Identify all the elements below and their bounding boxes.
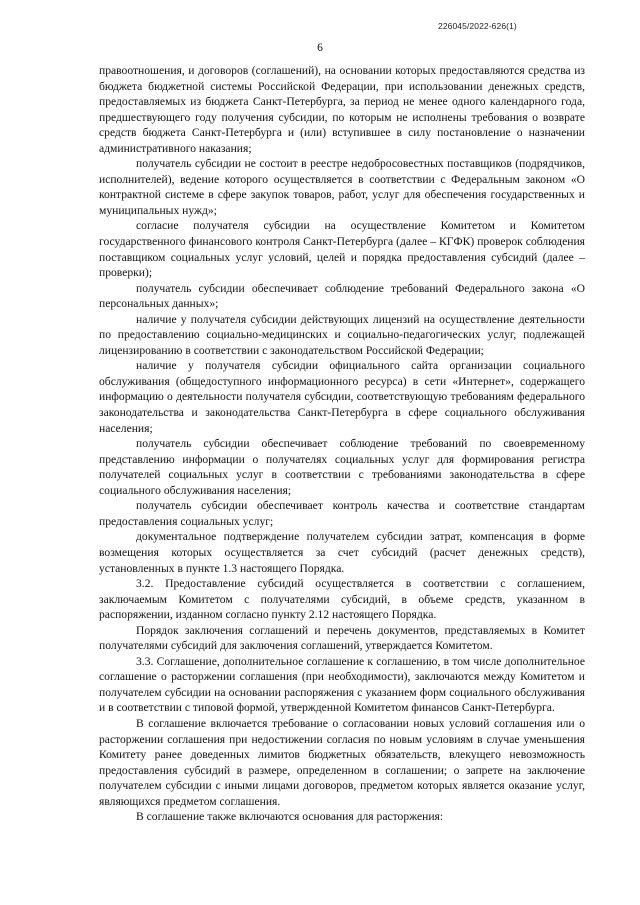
- paragraph: правоотношения, и договоров (соглашений), на основании которых предоставляются средства из бюджета бюджетной системы Российской Федерации, при использовании денежных средств, предоставляемых из бюджета Санкт-Петербурга, за период не менее одного календарного года, предшествующего году получения субсидии, по которым не исполнены требования о возврате средств бюджета Санкт-Петербурга и (или) вступившее в силу постановление о назначении административного наказания;: [99, 64, 585, 155]
- paragraph: 3.3. Соглашение, дополнительное соглашение к соглашению, в том числе дополнительное соглашение о расторжении соглашения (при необходимости), заключаются между Комитетом и получателем субсидии на основании распоряжения с указанием форм социального обслуживания и в соответствии с типовой формой, утвержденной Комитетом финансов Санкт-Петербурга.: [99, 654, 585, 715]
- document-body: [99, 63, 585, 825]
- paragraph: получатель субсидии не состоит в реестре недобросовестных поставщиков (подрядчиков, исполнителей), ведение которого осуществляется в соответствии с Федеральным законом «О контрактной системе в сфере закупок товаров, работ, услуг для обеспечения государственных и муниципальных нужд»;: [99, 157, 585, 217]
- paragraph: В соглашение включается требование о согласовании новых условий соглашения или о расторжении соглашения при недостижении согласия по новым условиям в случае уменьшения Комитету ранее доведенных лимитов бюджетных обязательств, влекущего невозможность предоставления субсидий в размере, определенном в соглашении; о запрете на заключение получателем субсидии с иными лицами договоров, предметом которых является оказание услуг, являющихся предметом соглашения.: [99, 716, 585, 808]
- page-number: 6: [317, 42, 323, 54]
- paragraph: документальное подтверждение получателем субсидии затрат, компенсация в форме возмещения которых осуществляется за счет субсидий (расчет денежных средств), установленных в пункте 1.3 настоящего Порядка.: [99, 530, 585, 575]
- paragraph: Порядок заключения соглашений и перечень документов, представляемых в Комитет получателями субсидий для заключения соглашений, утверждается Комитетом.: [99, 623, 585, 653]
- paragraph: наличие у получателя субсидии действующих лицензий на осуществление деятельности по предоставлению социально-медицинских и социально-педагогических услуг, подлежащей лицензированию в соответствии с законодательством Российской Федерации;: [99, 312, 585, 357]
- paragraph: наличие у получателя субсидии официального сайта организации социального обслуживания (общедоступного информационного ресурса) в сети «Интернет», содержащего информацию о деятельности получателя субсидии, соответствующую требованиям федерального законодательства и законодательства Санкт-Петербурга в сфере социального обслуживания населения;: [99, 359, 585, 435]
- paragraph: получатель субсидии обеспечивает контроль качества и соответствие стандартам предоставления социальных услуг;: [99, 499, 585, 528]
- paragraph: В соглашение также включаются основания для расторжения:: [136, 810, 444, 824]
- document-registration-number: 226045/2022-626(1): [438, 21, 517, 31]
- paragraph: 3.2. Предоставление субсидий осуществляется в соответствии с соглашением, заключаемым Комитетом с получателями субсидий, в объеме средств, указанном в распоряжении, изданном согласно пункту 2.12 настоящего Порядка.: [99, 577, 585, 622]
- paragraph: согласие получателя субсидии на осуществление Комитетом и Комитетом государственного финансового контроля Санкт-Петербурга (далее – КГФК) проверок соблюдения поставщиком социальных услуг условий, целей и порядка предоставления субсидий (далее – проверки);: [99, 219, 585, 280]
- paragraph: получатель субсидии обеспечивает соблюдение требований по своевременному представлению информации о получателях социальных услуг для формирования регистра получателей социальных услуг в соответствии с требованиями законодательства в сфере социального обслуживания населения;: [99, 437, 585, 497]
- paragraph: получатель субсидии обеспечивает соблюдение требований Федерального закона «О персональных данных»;: [99, 281, 585, 311]
